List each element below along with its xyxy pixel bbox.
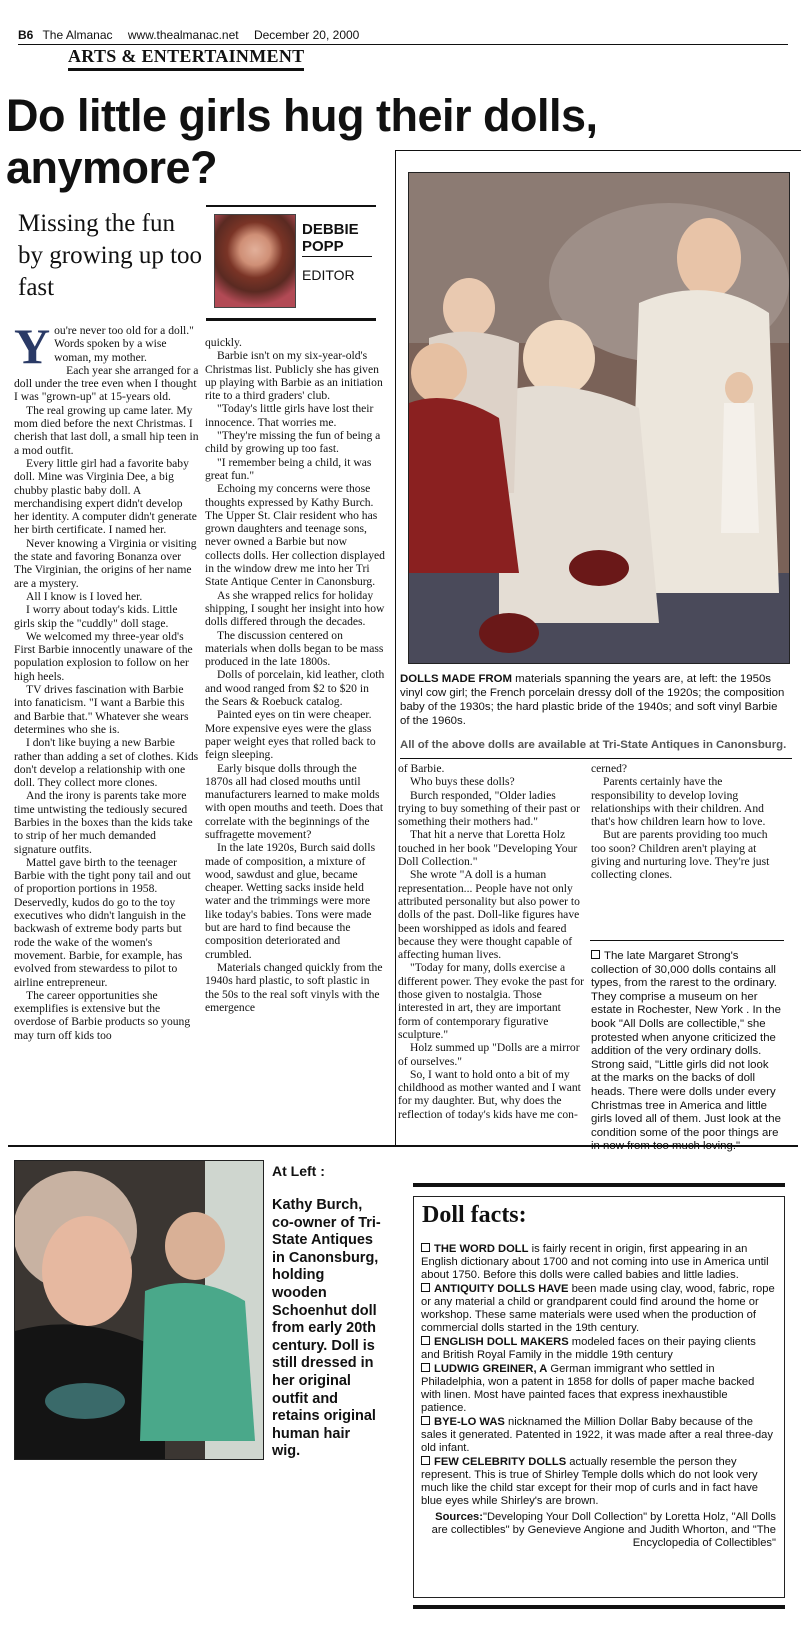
rule-under-caption — [400, 758, 792, 759]
paragraph: "Today's little girls have lost their innocence. That worries me. — [205, 402, 374, 429]
caption-lead: DOLLS MADE FROM — [400, 673, 512, 685]
paper-url: www.thealmanac.net — [127, 28, 239, 42]
paragraph: The discussion centered on materials when dolls began to be mass produced in the late 1800s. — [205, 628, 384, 669]
rule-byline-top — [206, 205, 376, 207]
paragraph: Dolls of porcelain, kid leather, cloth and wood ranged from $2 to $20 in the Sears & Roebuck catalog. — [205, 668, 385, 709]
paragraph: So, I want to hold onto a bit of my childhood as mother wanted and I want for my daughter. But, why does the reflection of today's kids have me con- — [398, 1067, 581, 1121]
checkbox-bullet-icon — [421, 1456, 430, 1465]
paragraph: I worry about today's kids. Little girls skip the "cuddly" doll stage. — [14, 603, 178, 630]
headline: Do little girls hug their dolls, anymore? — [6, 90, 598, 193]
paper-name: The Almanac — [42, 28, 113, 42]
paragraph: Materials changed quickly from the 1940s hard plastic, to soft plastic in the 50s to the real soft vinyls with the emergence — [205, 960, 383, 1014]
fact-item: LUDWIG GREINER, A German immigrant who settled in Philadelphia, won a patent in 1858 for dolls of paper mache backed with linen. Most have painted faces that express inexhaustible patience. — [421, 1363, 755, 1414]
fact-item: THE WORD DOLL is fairly recent in origin, first appearing in an English dictionary about 1700 and not coming into use in America until about 1750. Before this dolls were called babies and little ladies. — [421, 1243, 769, 1281]
author-name: DEBBIE POPP — [302, 221, 359, 255]
paragraph: We welcomed my three-year old's First Barbie innocently unaware of the population explosion to follow on her high heels. — [14, 629, 193, 683]
page-number: B6 — [18, 28, 34, 42]
article-column-4 — [591, 762, 781, 882]
fact-sources: Sources:"Developing Your Doll Collection" by Loretta Holz, "All Dolls are collectibles" by Genevieve Angione and Judith Whorton, and "The Encyclopedia of Collectibles" — [431, 1511, 776, 1549]
paragraph: cerned? — [591, 762, 628, 775]
fact-item: ANTIQUITY DOLLS HAVE been made using clay, wood, fabric, rope or any material a child or grandparent could find around the home or workshop. These same materials were used when the production of commercial dolls started in the 19th century. — [421, 1283, 775, 1334]
author-photo — [214, 214, 296, 308]
fact-item: ENGLISH DOLL MAKERS modeled faces on their paying clients and British Royal Family in the middle 19th century — [421, 1336, 756, 1361]
section-label: ARTS & ENTERTAINMENT — [68, 46, 304, 71]
paragraph: But are parents providing too much too soon? Children aren't playing at giving and nurturing love. They're just collecting clones. — [591, 828, 770, 882]
rule-byline-mid — [302, 256, 372, 257]
dolls-photo — [408, 172, 790, 664]
paragraph: Every little girl had a favorite baby doll. Mine was Virginia Dee, a big chubby plastic baby doll. A merchandising expert didn't develop her identity. A computer didn't generate her birth certificate. I named her. — [14, 456, 197, 537]
paragraph: TV drives fascination with Barbie into fanaticism. "I want a Barbie this and Barbie that." Whatever she wears determines who she is. — [14, 683, 189, 736]
paragraph: quickly. — [205, 336, 242, 349]
rule-vertical — [395, 150, 396, 1145]
paragraph: The real growing up came later. My mom died before the next Christmas. I cherish that last doll, a small hip teen in a mod outfit. — [14, 403, 199, 457]
article-column-3 — [398, 762, 584, 1121]
paragraph: Never knowing a Virginia or visiting the state and favoring Bonanza over The Virginian, the origins of her name are a mystery. — [14, 536, 197, 590]
sidebar-text: The late Margaret Strong's collection of 30,000 dolls contains all types, from the rarest to the ordinary. They comprise a museum on her estate in Rochester, New York . In the book "All Dolls are collectible," she protested when anyone criticized the addition of the very ordinary dolls. Strong said, "Little girls did not look at the marks on the backs of doll heads. There were dolls under every Christmas tree in America and little girls loved all of them. Just look at the condition some of the poor things are in now from too much loving." — [591, 950, 781, 1153]
checkbox-bullet-icon — [421, 1243, 430, 1252]
paragraph: Burch responded, "Older ladies trying to buy something of their past or something their mothers had." — [398, 788, 580, 829]
lead-paragraph: You're never too old for a doll." Words spoken by a wise woman, my mother. — [14, 318, 194, 374]
dolls-photo-illustration — [409, 173, 789, 663]
article-column-2 — [205, 336, 385, 1014]
kathy-burch-photo — [14, 1160, 264, 1460]
author-title: EDITOR — [302, 267, 355, 283]
rule-facts-top — [413, 1183, 785, 1187]
paragraph: I don't like buying a new Barbie rather than adding a set of clothes. Kids don't develop a relationship with one doll. They collect more clones. — [14, 736, 199, 790]
photo-caption — [400, 672, 790, 728]
strong-sidebar — [591, 950, 781, 1154]
at-left-caption: Kathy Burch, co-owner of Tri-State Antiques in Canonsburg, holding wooden Schoenhut doll from early 20th century. Doll is still dressed in her original outfit and retains original human hair wig. — [272, 1197, 381, 1460]
folio-line — [18, 28, 788, 45]
checkbox-bullet-icon — [421, 1336, 430, 1345]
paragraph: Echoing my concerns were those thoughts expressed by Kathy Burch. The Upper St. Clair resident who has grown daughters and teenage sons, never owned a Barbie but now collects dolls. Her collection displayed in the window drew me into her Tri State Antique Center in Canonsburg. — [205, 482, 385, 589]
at-left-heading: At Left : — [272, 1163, 325, 1179]
paragraph: Parents certainly have the responsibility to develop loving relationships with their children. And that's how children learn how to love. — [591, 775, 766, 829]
doll-facts-list — [421, 1243, 776, 1551]
paragraph: "Today for many, dolls exercise a different power. They evoke the past for those given to nostalgia. Those interested in art, they are important form of contemporary figurative sculpture." — [398, 961, 584, 1041]
article-column-1 — [14, 318, 200, 1042]
checkbox-bullet-icon — [421, 1416, 430, 1425]
paragraph: of Barbie. — [398, 762, 445, 775]
checkbox-bullet-icon — [591, 950, 600, 959]
kathy-burch-illustration — [15, 1161, 263, 1459]
paragraph: Early bisque dolls through the 1870s all had closed mouths until manufacturers learned to make molds with open mouths and teeth. Does that correlate with the beginnings of the suffragette movement? — [205, 761, 384, 841]
checkbox-bullet-icon — [421, 1283, 430, 1292]
paragraph: "They're missing the fun of being a child by growing up too fast. — [205, 429, 381, 456]
paragraph: And the irony is parents take more time untwisting the tediously secured Barbies in the boxes than the kids take to strip of her much demanded signature outfits. — [14, 789, 193, 856]
fact-item: FEW CELEBRITY DOLLS actually resemble the person they represent. This is true of Shirley Temple dolls which do not look very much like the child star except for their mop of curls and in fact have blue eyes while Shirley's are brown. — [421, 1456, 759, 1507]
rule-facts-bottom — [413, 1605, 785, 1609]
subhead: Missing the fun by growing up too fast — [18, 210, 203, 301]
paragraph: All I know is I loved her. — [26, 589, 143, 603]
paragraph: Each year she arranged for a doll under the tree even when I thought I was "grown-up" at 15-years old. — [14, 363, 199, 404]
checkbox-bullet-icon — [421, 1363, 430, 1372]
paragraph: Mattel gave birth to the teenager Barbie with the tight pony tail and out of proportion portions in 1958. Deservedly, kudos do go to the toy executives who didn't languish in the backwash of extreme body parts but rode the wake of the women's movement. Barbie, for example, has evolved from stewardess to pilot to airline entrepreneur. — [14, 855, 191, 989]
paragraph: Barbie isn't on my six-year-old's Christmas list. Publicly she has given up playing with Barbie as an initiation rite to a third graders' club. — [205, 349, 383, 403]
paragraph: "I remember being a child, it was great fun." — [205, 455, 372, 482]
paragraph: That hit a nerve that Loretta Holz touched in her book "Developing Your Doll Collection." — [398, 828, 578, 869]
fact-item: BYE-LO WAS nicknamed the Million Dollar Baby because of the sales it generated. Patented in 1922, it was made after a real three-day old infant. — [421, 1416, 773, 1454]
doll-facts-title: Doll facts: — [422, 1202, 527, 1228]
paragraph: Holz summed up "Dolls are a mirror of ourselves." — [398, 1041, 580, 1068]
photo-credit: All of the above dolls are available at Tri-State Antiques in Canonsburg. — [400, 739, 787, 751]
rule-photo-top — [395, 150, 801, 151]
paragraph: The career opportunities she exemplifies is extensive but the overdose of Barbie products so young may turn off kids too — [14, 988, 191, 1042]
paragraph: In the late 1920s, Burch said dolls made of composition, a mixture of wood, sawdust and glue, became cheaper. Wetting sacks inside held water and the trimmings were more like today's babies. Tons were made but are hard to find because the composition deteriorated and crumbled. — [205, 841, 376, 961]
caption-text: materials spanning the years are, at left: the 1950s vinyl cow girl; the French porcelain dressy doll of the 1920s; the composition baby of the 1930s; the hard plastic bride of the 1940s; and soft vinyl Barbie of the 1960s. — [400, 673, 785, 727]
doll-facts-box — [413, 1196, 785, 1598]
paragraph: Painted eyes on tin were cheaper. More expensive eyes were the glass paper weight eyes that rolled back to feign sleeping. — [205, 708, 376, 762]
paragraph: She wrote "A doll is a human representation... People have not only attributed personality but also power to dolls of the past. Doll-like figures have been worshipped as idols and feared because they were thought capable of affecting human lives. — [398, 868, 580, 962]
rule-sidebar-top — [590, 940, 784, 941]
paragraph: Who buys these dolls? — [410, 775, 515, 789]
drop-cap: Y — [14, 318, 51, 374]
rule-byline-bottom — [206, 318, 376, 321]
issue-date: December 20, 2000 — [253, 28, 360, 42]
paragraph: As she wrapped relics for holiday shipping, I sought her insight into how dolls differed through the decades. — [205, 588, 385, 629]
